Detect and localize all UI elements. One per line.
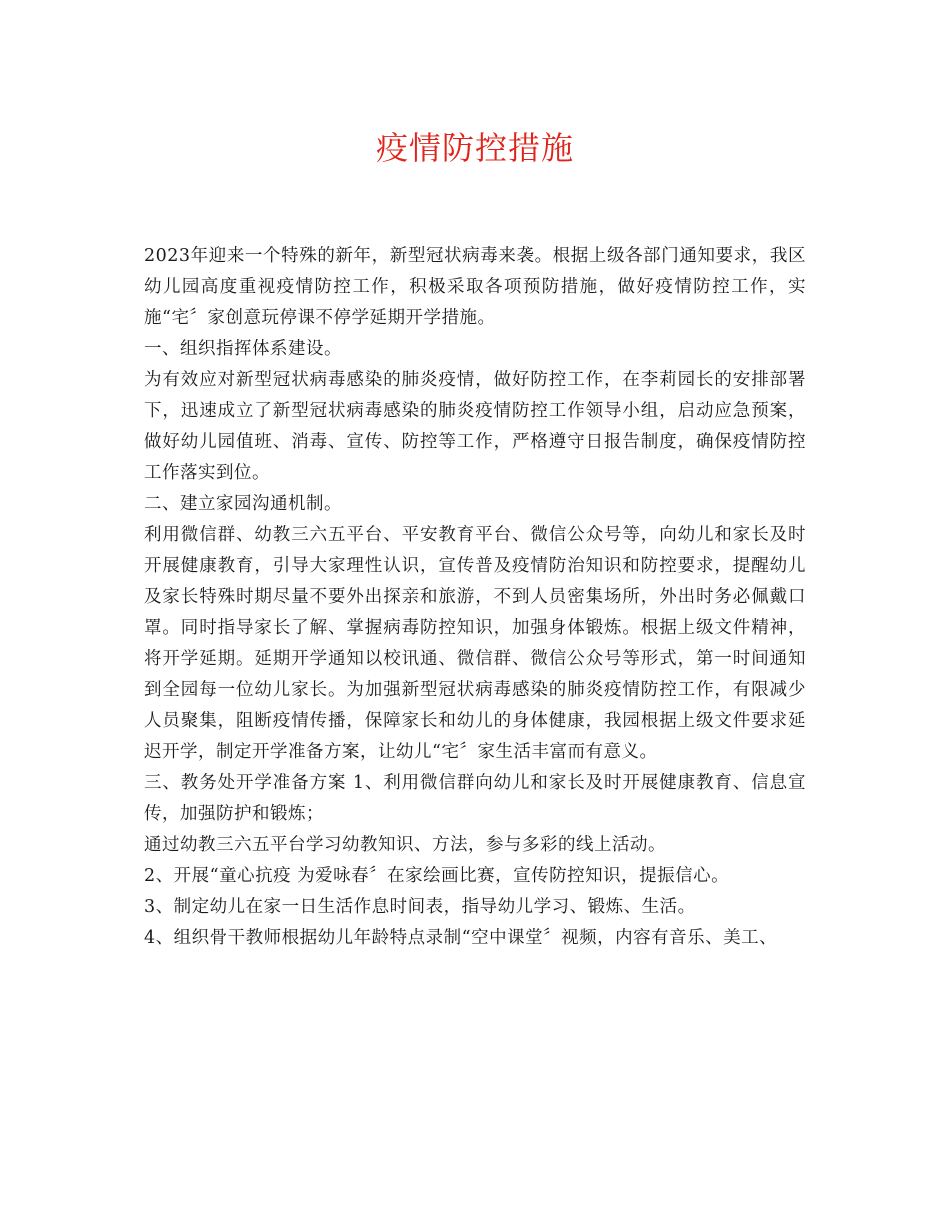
document-body (144, 241, 806, 954)
paragraph-item-2: 2、开展“童心抗疫 为爱咏春〞在家绘画比赛，宣传防控知识，提振信心。 (144, 866, 730, 886)
paragraph-item-4: 4、组织骨干教师根据幼儿年龄特点录制“空中课堂〞视频，内容有音乐、美工、 (144, 928, 778, 948)
document-title: 疫情防控措施 (375, 129, 574, 167)
section-heading-3: 三、教务处开学准备方案 1、利用微信群向幼儿和家长及时开展健康教育、信息宣传，加强防护和锻炼； (144, 773, 806, 824)
paragraph-item-1b: 通过幼教三六五平台学习幼教知识、方法，参与多彩的线上活动。 (144, 835, 666, 855)
paragraph-intro: 2023年迎来一个特殊的新年，新型冠状病毒来袭。根据上级各部门通知要求，我区幼儿园高度重视疫情防控工作，积极采取各项预防措施，做好疫情防控工作，实施“宅〞家创意玩停课不停学延期开学措施。 (144, 246, 806, 328)
section-heading-1: 一、组织指挥体系建设。 (144, 339, 342, 359)
paragraph-section-1: 为有效应对新型冠状病毒感染的肺炎疫情，做好防控工作，在李莉园长的安排部署下，迅速成立了新型冠状病毒感染的肺炎疫情防控工作领导小组，启动应急预案，做好幼儿园值班、消毒、宣传、防控等工作，严格遵守日报告制度，确保疫情防控工作落实到位。 (144, 370, 806, 483)
section-heading-2: 二、建立家园沟通机制。 (144, 494, 342, 514)
paragraph-section-2: 利用微信群、幼教三六五平台、平安教育平台、微信公众号等，向幼儿和家长及时开展健康教育，引导大家理性认识，宣传普及疫情防治知识和防控要求，提醒幼儿及家长特殊时期尽量不要外出探亲和旅游，不到人员密集场所，外出时务必佩戴口罩。同时指导家长了解、掌握病毒防控知识，加强身体锻炼。根据上级文件精神，将开学延期。延期开学通知以校讯通、微信群、微信公众号等形式，第一时间通知到全园每一位幼儿家长。为加强新型冠状病毒感染的肺炎疫情防控工作，有限减少人员聚集，阻断疫情传播，保障家长和幼儿的身体健康，我园根据上级文件要求延迟开学，制定开学准备方案，让幼儿“宅〞家生活丰富而有意义。 (144, 525, 806, 762)
paragraph-item-3: 3、制定幼儿在家一日生活作息时间表，指导幼儿学习、锻炼、生活。 (144, 897, 696, 917)
